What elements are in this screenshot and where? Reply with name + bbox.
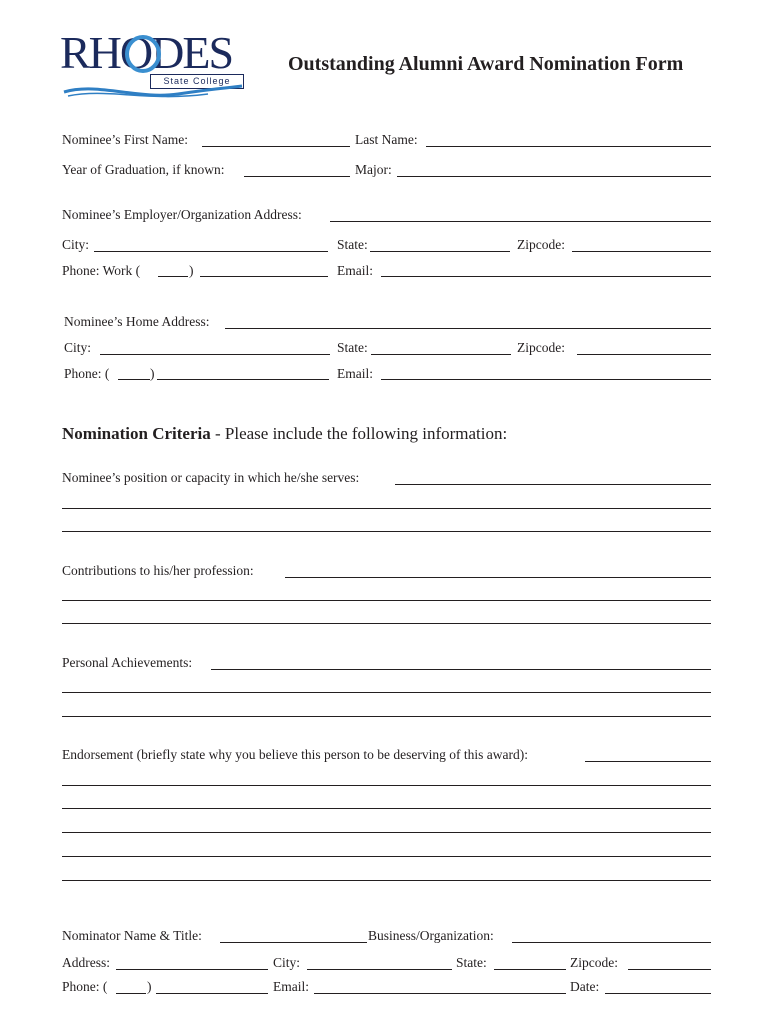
work-phone-paren: ) <box>189 263 194 278</box>
home-state-field[interactable] <box>371 354 511 355</box>
home-city-label: City: <box>64 340 92 355</box>
home-phone-label: Phone: ( <box>64 366 110 381</box>
logo-wordmark: RHODES <box>60 27 233 78</box>
logo-swoosh-icon <box>58 27 258 100</box>
major-field[interactable] <box>397 176 711 177</box>
employer-state-label: State: <box>337 237 368 252</box>
nominator-phone-paren: ) <box>147 979 152 994</box>
position-line-2[interactable] <box>62 508 711 509</box>
criteria-heading-rest: - Please include the following information: <box>210 424 508 443</box>
home-address-field[interactable] <box>225 328 711 329</box>
contributions-field[interactable] <box>285 577 711 578</box>
nominator-business-label: Business/Organization: <box>368 928 494 943</box>
nominator-zipcode-field[interactable] <box>628 969 711 970</box>
employer-city-field[interactable] <box>94 251 328 252</box>
endorsement-field[interactable] <box>585 761 711 762</box>
form-title: Outstanding Alumni Award Nomination Form <box>288 53 684 75</box>
nominator-name-label: Nominator Name & Title: <box>62 928 202 943</box>
home-phone-area-field[interactable] <box>118 379 150 380</box>
nominator-name-field[interactable] <box>220 942 367 943</box>
nominator-state-field[interactable] <box>494 969 566 970</box>
nominator-business-field[interactable] <box>512 942 711 943</box>
work-phone-area-field[interactable] <box>158 276 188 277</box>
nominator-email-field[interactable] <box>314 993 566 994</box>
criteria-heading-bold: Nomination Criteria <box>62 424 211 443</box>
nominator-phone-label: Phone: ( <box>62 979 108 994</box>
home-zipcode-label: Zipcode: <box>517 340 565 355</box>
nominator-phone-area-field[interactable] <box>116 993 146 994</box>
last-name-label: Last Name: <box>355 132 418 147</box>
criteria-heading <box>62 424 507 444</box>
employer-zipcode-field[interactable] <box>572 251 711 252</box>
graduation-year-label: Year of Graduation, if known: <box>62 162 225 177</box>
home-address-label: Nominee’s Home Address: <box>64 314 210 329</box>
nominator-state-label: State: <box>456 955 487 970</box>
nominator-address-field[interactable] <box>116 969 268 970</box>
major-label: Major: <box>355 162 392 177</box>
endorsement-label: Endorsement (briefly state why you believe this person to be deserving of this award): <box>62 747 529 762</box>
nominator-zipcode-label: Zipcode: <box>570 955 618 970</box>
nominator-date-label: Date: <box>570 979 600 994</box>
endorsement-line-6[interactable] <box>62 880 711 881</box>
employer-state-field[interactable] <box>370 251 510 252</box>
achievements-field[interactable] <box>211 669 711 670</box>
achievements-line-3[interactable] <box>62 716 711 717</box>
first-name-label: Nominee’s First Name: <box>62 132 188 147</box>
employer-address-field[interactable] <box>330 221 711 222</box>
work-phone-field[interactable] <box>200 276 328 277</box>
home-city-field[interactable] <box>100 354 330 355</box>
contributions-line-3[interactable] <box>62 623 711 624</box>
achievements-label: Personal Achievements: <box>62 655 193 670</box>
home-phone-field[interactable] <box>157 379 329 380</box>
work-email-field[interactable] <box>381 276 711 277</box>
employer-zipcode-label: Zipcode: <box>517 237 565 252</box>
endorsement-line-5[interactable] <box>62 856 711 857</box>
college-logo <box>58 27 258 100</box>
home-email-label: Email: <box>337 366 373 381</box>
home-phone-paren: ) <box>150 366 155 381</box>
contributions-line-2[interactable] <box>62 600 711 601</box>
home-state-label: State: <box>337 340 368 355</box>
nominator-phone-field[interactable] <box>156 993 268 994</box>
graduation-year-field[interactable] <box>244 176 350 177</box>
achievements-line-2[interactable] <box>62 692 711 693</box>
nominator-email-label: Email: <box>273 979 309 994</box>
endorsement-line-2[interactable] <box>62 785 711 786</box>
home-email-field[interactable] <box>381 379 711 380</box>
first-name-field[interactable] <box>202 146 350 147</box>
work-email-label: Email: <box>337 263 373 278</box>
work-phone-label: Phone: Work ( <box>62 263 141 278</box>
nominator-date-field[interactable] <box>605 993 711 994</box>
home-zipcode-field[interactable] <box>577 354 711 355</box>
endorsement-line-4[interactable] <box>62 832 711 833</box>
nominator-address-label: Address: <box>62 955 110 970</box>
last-name-field[interactable] <box>426 146 711 147</box>
endorsement-line-3[interactable] <box>62 808 711 809</box>
nominator-city-field[interactable] <box>307 969 452 970</box>
position-line-3[interactable] <box>62 531 711 532</box>
contributions-label: Contributions to his/her profession: <box>62 563 254 578</box>
position-field[interactable] <box>395 484 711 485</box>
employer-city-label: City: <box>62 237 90 252</box>
nominator-city-label: City: <box>273 955 301 970</box>
employer-address-label: Nominee’s Employer/Organization Address: <box>62 207 302 222</box>
position-label: Nominee’s position or capacity in which he/she serves: <box>62 470 360 485</box>
logo-subtext: State College <box>150 74 244 89</box>
